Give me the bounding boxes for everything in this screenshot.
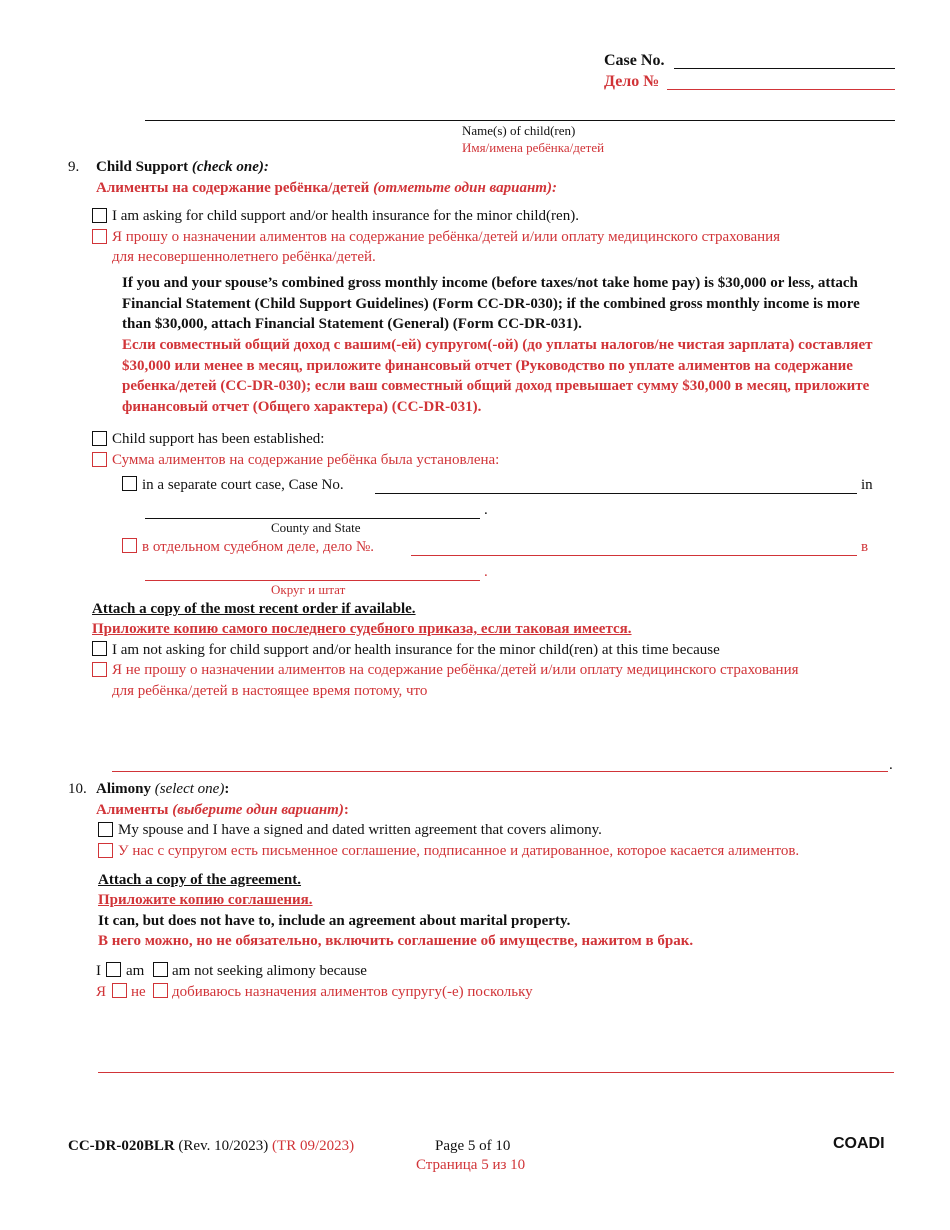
child-support-established-checkbox-ru[interactable] (92, 452, 107, 467)
financial-statement-instruction-ru: Если совместный общий доход с вашим(-ей) супругом(-ой) (до уплаты налогов/не чистая зарплата) составляет $30,000 или менее в месяц, приложите финансовый отчет (Руководство по уплате алиментов на содержание ребенка/детей (CC-DR-030); если ваш совместный общий доход превышает сумму $30,000 в месяц, приложите финансовый отчет (Общего характера) (CC-DR-031). (122, 337, 873, 415)
section-10-title: Alimony (select one): (96, 781, 230, 797)
section-9-number: 9. (68, 159, 80, 175)
no-child-support-label: I am not asking for child support and/or health insurance for the minor child(ren) at this time because (112, 642, 720, 658)
child-support-request-checkbox[interactable] (92, 208, 107, 223)
coadi-brand: COADI (833, 1135, 885, 1152)
attach-order-note-ru: Приложите копию самого последнего судебного приказа, если таковая имеется. (92, 621, 632, 637)
county-state-label: County and State (271, 520, 361, 535)
section-10-number: 10. (68, 781, 87, 797)
case-no-field-ru[interactable] (667, 89, 895, 90)
case-no-label-ru: Дело № (604, 73, 660, 90)
no-child-support-label-ru-2: для ребёнка/детей в настоящее время потому, что (112, 683, 428, 699)
alimony-agreement-label-ru: У нас с супругом есть письменное соглашение, подписанное и датированное, которое касается алиментов. (118, 843, 800, 859)
seeking-i-label-ru: Я (96, 984, 107, 1000)
separate-case-number-field-ru[interactable] (411, 555, 857, 556)
case-no-label: Case No. (604, 52, 665, 69)
child-support-established-label: Child support has been established: (112, 431, 325, 447)
no-child-support-checkbox-ru[interactable] (92, 662, 107, 677)
child-support-request-label-ru: Я прошу о назначении алиментов на содержание ребёнка/детей и/или оплату медицинского страхования (112, 229, 781, 245)
separate-case-number-field[interactable] (375, 493, 857, 494)
seeking-i-label: I (96, 963, 101, 979)
no-child-support-checkbox[interactable] (92, 641, 107, 656)
section-10-title-ru: Алименты (выберите один вариант): (96, 802, 349, 818)
no-child-support-label-ru: Я не прошу о назначении алиментов на содержание ребёнка/детей и/или оплату медицинского страхования (112, 662, 799, 678)
child-support-established-checkbox[interactable] (92, 431, 107, 446)
section-9-title-ru: Алименты на содержание ребёнка/детей (отметьте один вариант): (96, 180, 557, 196)
seeking-rest-label: am not seeking alimony because (172, 963, 367, 979)
seeking-rest-label-ru: добиваюсь назначения алиментов супругу(-е) поскольку (172, 984, 533, 1000)
attach-agreement-note: Attach a copy of the agreement. (98, 872, 302, 888)
child-support-request-checkbox-ru[interactable] (92, 229, 107, 244)
property-note-ru: В него можно, но не обязательно, включить соглашение об имуществе, нажитом в брак. (98, 933, 694, 949)
alimony-seeking-checkbox-ru[interactable] (112, 983, 127, 998)
financial-statement-instruction: If you and your spouse’s combined gross monthly income (before taxes/not take home pay) is $30,000 or less, attach Financial Statement (Child Support Guidelines) (Form CC-DR-030); if the combined gross monthly income is more than $30,000, attach Financial Statement (General) (Form CC-DR-031). (122, 275, 860, 332)
separate-case-in-label-ru: в (861, 539, 869, 555)
separate-case-label-ru: в отдельном судебном деле, дело №. (142, 539, 375, 555)
county-state-field[interactable] (145, 518, 480, 519)
property-note: It can, but does not have to, include an agreement about marital property. (98, 913, 571, 929)
form-number-line: CC-DR-020BLR (Rev. 10/2023) (TR 09/2023) (68, 1138, 355, 1154)
county-state-label-ru: Округ и штат (271, 582, 346, 597)
reason-period: . (889, 757, 893, 773)
alimony-seeking-checkbox[interactable] (106, 962, 121, 977)
alimony-agreement-checkbox-ru[interactable] (98, 843, 113, 858)
no-child-support-reason-field[interactable] (112, 771, 888, 772)
child-support-established-label-ru: Сумма алиментов на содержание ребёнка была установлена: (112, 452, 500, 468)
separate-case-checkbox-ru[interactable] (122, 538, 137, 553)
county-state-field-ru[interactable] (145, 580, 480, 581)
seeking-am-label: am (126, 963, 145, 979)
page-number: Page 5 of 10 (435, 1138, 511, 1154)
case-no-field[interactable] (674, 68, 895, 69)
page-number-ru: Страница 5 из 10 (416, 1157, 526, 1173)
alimony-agreement-label: My spouse and I have a signed and dated written agreement that covers alimony. (118, 822, 602, 838)
separate-case-label: in a separate court case, Case No. (142, 477, 344, 493)
child-names-label: Name(s) of child(ren) (462, 123, 576, 138)
child-support-request-label-ru-2: для несовершеннолетнего ребёнка/детей. (112, 249, 376, 265)
county-state-period-ru: . (484, 564, 488, 580)
alimony-not-seeking-checkbox-ru[interactable] (153, 983, 168, 998)
child-support-request-label: I am asking for child support and/or health insurance for the minor child(ren). (112, 208, 579, 224)
county-state-period: . (484, 502, 488, 518)
alimony-agreement-checkbox[interactable] (98, 822, 113, 837)
seeking-not-label-ru: не (131, 984, 146, 1000)
attach-order-note: Attach a copy of the most recent order if available. (92, 601, 416, 617)
separate-case-in-label: in (861, 477, 873, 493)
section-9-title: Child Support (check one): (96, 159, 269, 175)
child-names-field[interactable] (145, 120, 895, 121)
alimony-reason-field[interactable] (98, 1072, 894, 1073)
alimony-not-seeking-checkbox[interactable] (153, 962, 168, 977)
separate-case-checkbox[interactable] (122, 476, 137, 491)
child-names-label-ru: Имя/имена ребёнка/детей (462, 140, 605, 155)
attach-agreement-note-ru: Приложите копию соглашения. (98, 892, 313, 908)
